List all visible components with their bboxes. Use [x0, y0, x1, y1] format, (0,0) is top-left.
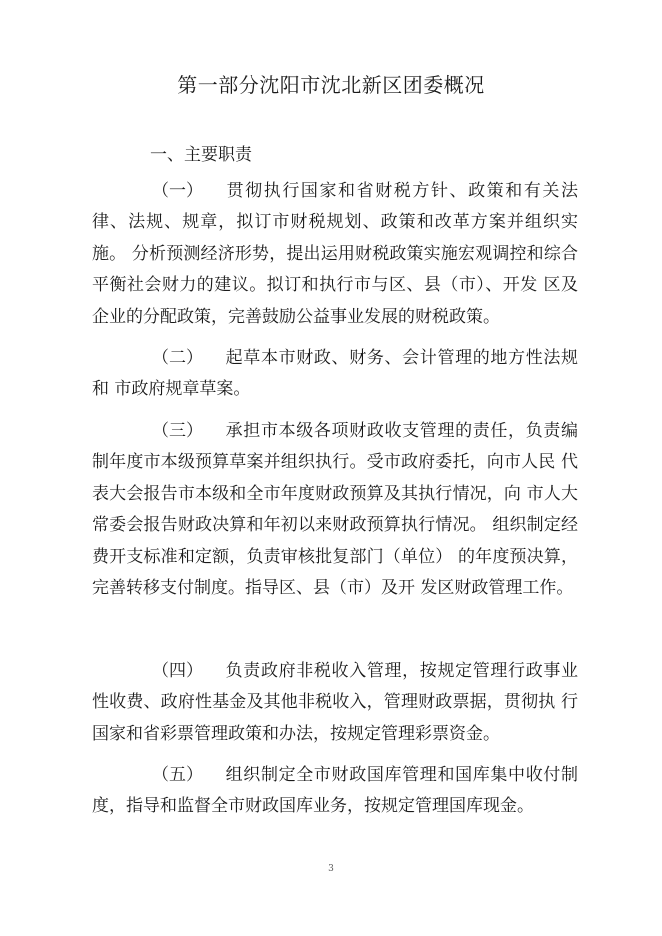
paragraph-number: （五） [152, 765, 203, 785]
paragraph-number: （一） [152, 181, 203, 201]
paragraph-number: （四） [152, 661, 203, 681]
paragraph-text: 承担市本级各项财政收支管理的责任，负责编制年度市本级预算草案并组织执行。受市政府委托，向市人民 代表大会报告市本级和全市年度财政预算及其执行情况，向 市人大常委会报告财政决算和年初以来财政预算执行情况。 组织制定经费开支标准和定额，负责审核批复部门（单位） 的年度预决算，完善转移支付制度。指导区、县（市）及开 发区财政管理工作。 [92, 421, 578, 599]
paragraph-text: 负责政府非税收入管理，按规定管理行政事业性收费、政府性基金及其他非税收入，管理财政票据，贯彻执 行国家和省彩票管理政策和办法，按规定管理彩票资金。 [92, 661, 578, 744]
paragraph-text: 起草本市财政、财务、会计管理的地方性法规和 市政府规章草案。 [92, 348, 578, 400]
paragraph-number: （三） [152, 421, 203, 441]
paragraph-text: 贯彻执行国家和省财税方针、政策和有关法律、法规、规章，拟订市财税规划、政策和改革方案并组织实施。 分析预测经济形势，提出运用财税政策实施宏观调控和综合 平衡社会财力的建议。拟订和执行市与区、县（市）、开发 区及企业的分配政策，完善鼓励公益事业发展的财税政策。 [92, 181, 578, 327]
paragraph-number: （二） [152, 348, 203, 368]
paragraph-5 [92, 760, 578, 823]
paragraph-2 [92, 343, 578, 406]
section-heading: 一、主要职责 [150, 145, 252, 165]
page-title: 第一部分沈阳市沈北新区团委概况 [177, 73, 485, 97]
paragraph-1 [92, 176, 578, 333]
paragraph-3 [92, 416, 578, 604]
page-number: 3 [328, 864, 334, 874]
paragraph-text: 组织制定全市财政国库管理和国库集中收付制 度，指导和监督全市财政国库业务，按规定管理国库现金。 [92, 765, 578, 817]
paragraph-4 [92, 656, 578, 750]
